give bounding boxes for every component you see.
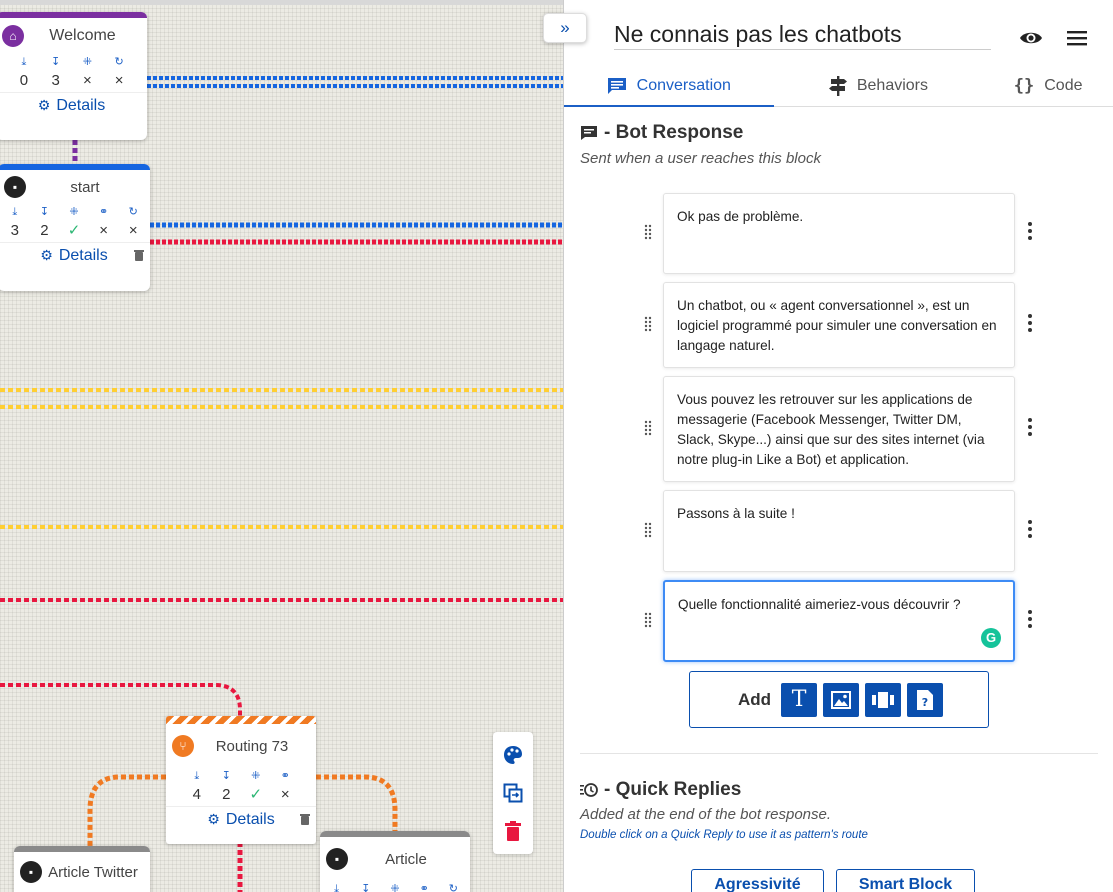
panel-header [564, 0, 1113, 66]
drag-handle-icon[interactable] [644, 316, 652, 332]
file-question-icon [917, 690, 933, 710]
block-name-input[interactable] [614, 20, 991, 50]
tab-label: Code [1044, 77, 1083, 94]
stat-value: × [99, 222, 108, 239]
section-divider [580, 753, 1098, 754]
canvas-toolbar [493, 732, 533, 854]
stat-value: 4 [192, 786, 201, 803]
carousel-icon [872, 692, 894, 708]
node-title: Article Twitter [48, 863, 138, 881]
collapse-panel-button[interactable]: » [543, 13, 587, 43]
more-options-icon[interactable] [1027, 313, 1033, 333]
received-icon: ⤓ [21, 56, 27, 68]
message-text-field[interactable]: Un chatbot, ou « agent conversationnel », est un logiciel programmé pour simuler une conversation en langage naturel. [663, 282, 1015, 368]
collapse-icon: ⁜ [390, 883, 400, 892]
stat-value: × [114, 72, 124, 89]
signpost-icon [829, 76, 847, 96]
palette-icon[interactable] [503, 745, 523, 765]
quick-replies-hint: Double click on a Quick Reply to use it as pattern's route [580, 829, 868, 841]
delete-icon[interactable] [505, 821, 521, 841]
stat-value: 3 [10, 222, 19, 239]
svg-text:?: ? [921, 695, 929, 709]
reload-icon: ↻ [128, 206, 138, 218]
message-icon: ▪ [326, 848, 348, 870]
block-editor-panel [563, 0, 1113, 892]
link-routing-left [90, 777, 166, 850]
stat-value: ✓ [249, 786, 263, 803]
node-article[interactable] [320, 831, 470, 892]
collapse-icon: ⁜ [82, 56, 92, 68]
add-content-bar [689, 671, 989, 728]
node-start[interactable] [0, 164, 150, 291]
received-icon: ⤓ [194, 770, 200, 782]
link-welcome-blue [147, 78, 563, 86]
bot-response-subtitle: Sent when a user reaches this block [580, 150, 821, 167]
add-label: Add [738, 689, 772, 709]
details-button[interactable] [166, 806, 316, 832]
tab-label: Behaviors [856, 77, 929, 94]
trash-icon[interactable] [300, 813, 310, 825]
link-icon: ⚭ [98, 206, 109, 218]
sent-icon: ↧ [39, 206, 49, 218]
details-label: Details [58, 246, 108, 264]
stat-value: 0 [19, 72, 29, 89]
details-button[interactable] [0, 92, 147, 118]
tab-conversation[interactable] [564, 66, 774, 106]
node-title: Welcome [49, 27, 116, 44]
message-text-field[interactable]: Passons à la suite ! [663, 490, 1015, 572]
gear-icon: ⚙ [207, 811, 220, 827]
collapse-icon: ⁜ [69, 206, 79, 218]
details-label: Details [225, 810, 275, 828]
stat-value: ✓ [67, 222, 81, 239]
hamburger-menu-icon[interactable] [1067, 30, 1087, 46]
stat-value: × [280, 786, 290, 803]
message-text-field[interactable]: Ok pas de problème. [663, 193, 1015, 274]
more-options-icon[interactable] [1027, 519, 1033, 539]
chat-icon [607, 77, 627, 95]
node-color-bar [166, 716, 316, 724]
quick-replies-subtitle: Added at the end of the bot response. [580, 806, 832, 823]
quick-reply-button[interactable]: Agressivité [691, 869, 824, 892]
trash-icon[interactable] [134, 249, 144, 261]
home-icon: ⌂ [2, 25, 24, 47]
message-text-field[interactable]: Vous pouvez les retrouver sur les applications de messagerie (Facebook Messenger, Twitter DM, Slack, Skype...) ainsi que sur des sites internet (via notre plug-in Like a Bot) et application. [663, 376, 1015, 482]
add-carousel-button[interactable] [865, 683, 901, 717]
received-icon: ⤓ [12, 206, 18, 218]
more-options-icon[interactable] [1027, 609, 1033, 629]
tab-code[interactable] [983, 66, 1113, 106]
message-icon: ▪ [4, 176, 26, 198]
stat-value: × [82, 72, 92, 89]
link-icon: ⚭ [419, 883, 429, 892]
details-button[interactable] [0, 242, 150, 268]
link-routing-right [316, 777, 395, 832]
tab-behaviors[interactable] [774, 66, 984, 106]
add-image-button[interactable] [823, 683, 859, 717]
stat-value: 2 [40, 222, 49, 239]
more-options-icon[interactable] [1027, 417, 1033, 437]
reload-icon: ↻ [114, 56, 124, 68]
gear-icon: ⚙ [37, 97, 51, 113]
node-title: start [70, 178, 100, 196]
tab-label: Conversation [636, 77, 731, 94]
node-title: Article [385, 850, 427, 868]
drag-handle-icon[interactable] [644, 420, 652, 436]
collapse-icon: ⁜ [251, 770, 261, 782]
gear-icon: ⚙ [40, 247, 53, 263]
quick-reply-button[interactable]: Smart Block [836, 869, 975, 892]
sent-icon: ↧ [221, 770, 231, 782]
add-text-button[interactable] [781, 683, 817, 717]
grammarly-icon[interactable]: G [981, 628, 1001, 648]
bot-response-title [580, 122, 743, 144]
stat-value: 3 [51, 72, 60, 89]
add-question-button[interactable] [907, 683, 943, 717]
link-red-routing [0, 685, 240, 720]
sent-icon: ↧ [51, 56, 61, 68]
braces-icon: {} [1013, 76, 1035, 96]
message-text-field-active[interactable]: Quelle fonctionnalité aimeriez-vous découvrir ? [663, 580, 1015, 662]
routing-icon: ⑂ [172, 735, 194, 757]
message-icon: ▪ [20, 861, 42, 883]
drag-handle-icon[interactable] [644, 522, 652, 538]
stat-value: 2 [222, 786, 231, 803]
node-title: Routing 73 [215, 737, 289, 755]
reload-icon: ↻ [448, 883, 458, 892]
section-title-text: - Quick Replies [604, 779, 742, 800]
quick-replies-title [580, 779, 741, 801]
chat-icon [580, 125, 598, 141]
text-icon: T [791, 686, 807, 712]
sent-icon: ↧ [361, 883, 371, 892]
link-icon: ⚭ [280, 770, 290, 782]
received-icon: ⤓ [334, 883, 340, 892]
duplicate-icon[interactable] [503, 783, 523, 803]
details-label: Details [56, 96, 106, 114]
stat-value: × [128, 222, 138, 239]
section-title-text: - Bot Response [604, 122, 744, 143]
node-welcome[interactable] [0, 12, 147, 140]
tab-bar [564, 66, 1113, 107]
drag-handle-icon[interactable] [644, 224, 652, 240]
node-routing[interactable] [166, 716, 316, 844]
drag-handle-icon[interactable] [644, 612, 652, 628]
node-article-twitter[interactable] [14, 846, 150, 892]
image-icon [831, 691, 851, 709]
more-options-icon[interactable] [1027, 221, 1033, 241]
eye-icon[interactable] [1019, 30, 1043, 46]
quick-replies-icon [580, 782, 598, 798]
